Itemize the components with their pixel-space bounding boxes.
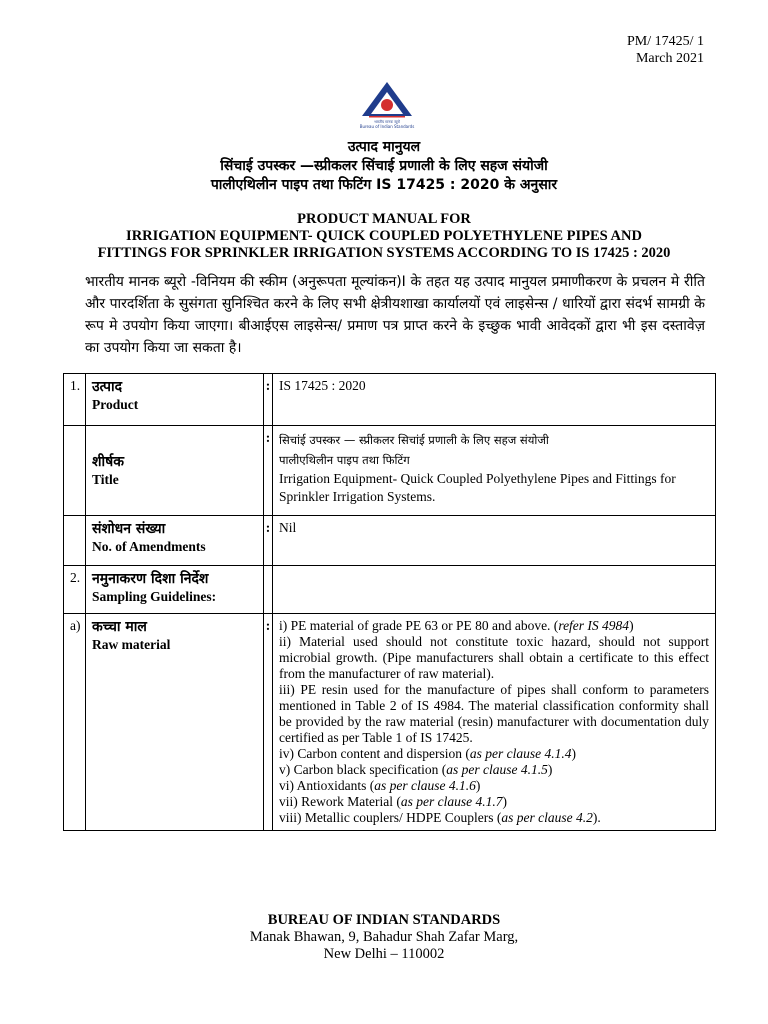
colon: :	[264, 614, 273, 831]
english-title	[0, 211, 768, 262]
colon: :	[264, 426, 273, 516]
list-item: i) PE material of grade PE 63 or PE 80 and above. (refer IS 4984)	[279, 618, 634, 633]
document-reference	[627, 33, 704, 67]
product-manual-table	[63, 373, 716, 831]
hindi-title	[0, 138, 768, 195]
row-value	[273, 426, 716, 516]
english-title-line2: IRRIGATION EQUIPMENT- QUICK COUPLED POLYETHYLENE PIPES AND	[126, 228, 642, 244]
list-item: viii) Metallic couplers/ HDPE Couplers (as per clause 4.2).	[279, 810, 601, 825]
table-row	[64, 374, 716, 426]
value-hindi-line2: पालीएथिलीन पाइप तथा फिटिंग	[279, 453, 410, 467]
list-item: vi) Antioxidants (as per clause 4.1.6)	[279, 778, 481, 793]
table-row	[64, 614, 716, 831]
value-hindi-line1: सिचांई उपस्कर — स्प्रीकलर सिचांई प्रणाली के लिए सहज संयोजी	[279, 433, 549, 447]
label-hindi: उत्पाद	[92, 379, 123, 395]
label-english: Sampling Guidelines:	[92, 589, 217, 604]
row-number	[64, 426, 86, 516]
label-english: Raw material	[92, 637, 171, 652]
bis-logo-icon	[357, 80, 417, 130]
list-item: v) Carbon black specification (as per clause 4.1.5)	[279, 762, 553, 777]
svg-text:भारतीय मानक ब्यूरो: भारतीय मानक ब्यूरो	[374, 120, 400, 124]
label-english: Title	[92, 472, 119, 487]
hindi-title-line1: उत्पाद मानुयल	[347, 139, 421, 155]
label-hindi: कच्चा माल	[92, 619, 147, 635]
logo-caption: Bureau of Indian Standards	[359, 124, 415, 129]
row-label	[86, 516, 264, 566]
footer-address-line1: Manak Bhawan, 9, Bahadur Shah Zafar Marg,	[249, 929, 519, 945]
bis-logo	[357, 80, 417, 130]
row-number: a)	[64, 614, 86, 831]
english-title-line3: FITTINGS FOR SPRINKLER IRRIGATION SYSTEMS ACCORDING TO IS 17425 : 2020	[97, 245, 671, 261]
ref-number: PM/ 17425/ 1	[626, 34, 704, 49]
value-english: Irrigation Equipment- Quick Coupled Polyethylene Pipes and Fittings for Sprinkler Irrigation Systems.	[279, 471, 676, 504]
row-value: Nil	[273, 516, 716, 566]
issue-date: March 2021	[635, 51, 704, 66]
colon: :	[264, 516, 273, 566]
row-label	[86, 566, 264, 614]
row-label	[86, 374, 264, 426]
table-row	[64, 566, 716, 614]
raw-material-list	[273, 614, 716, 831]
label-english: No. of Amendments	[92, 539, 206, 554]
label-hindi: नमुनाकरण दिशा निर्देश	[92, 571, 209, 587]
row-number	[64, 516, 86, 566]
intro-paragraph: भारतीय मानक ब्यूरो -विनियम की स्कीम (अनुरूपता मूल्यांकन)I के तहत यह उत्पाद मानुयल प्रमाणीकरण के प्रचलन मे रीति और पारदर्शिता के सुसंगता सुनिश्चित करने के लिए सभी क्षेत्रीयशाखा कार्यालयों एवं लाइसेन्स / धारियों द्वारा संदर्भ सामग्री के रूप मे उपयोग किया जाएगा। बीआईएस लाइसेन्स/ प्रमाण पत्र प्राप्त करने के इच्छुक भावी आवेदकों द्वारा भी इस दस्तावेज़ का उपयोग किया जा सकता है।	[85, 274, 705, 356]
label-hindi: संशोधन संख्या	[92, 521, 166, 537]
footer	[0, 912, 768, 963]
row-number: 1.	[64, 374, 86, 426]
footer-org: BUREAU OF INDIAN STANDARDS	[267, 912, 501, 928]
table-row	[64, 516, 716, 566]
row-label	[86, 426, 264, 516]
label-hindi: शीर्षक	[92, 454, 124, 470]
row-number: 2.	[64, 566, 86, 614]
colon	[264, 566, 273, 614]
list-item: iii) PE resin used for the manufacture of pipes shall conform to parameters mentioned in Table 2 of IS 4984. The material classification conformity shall be provided by the raw material (resin) manufacturer with documentation duly certified as per Table 1 of IS 17425.	[279, 682, 709, 745]
footer-address-line2: New Delhi – 110002	[323, 946, 445, 962]
label-english: Product	[92, 397, 139, 412]
colon: :	[264, 374, 273, 426]
hindi-title-line2: सिंचाई उपस्कर —स्प्रीकलर सिंचाई प्रणाली के लिए सहज संयोजी	[220, 158, 548, 174]
row-value: IS 17425 : 2020	[273, 374, 716, 426]
english-title-line1: PRODUCT MANUAL FOR	[297, 211, 471, 227]
list-item: ii) Material used should not constitute toxic hazard, should not support microbial growth. (Pipe manufacturers shall obtain a certificate to this effect from the manufacturer of raw material).	[279, 634, 709, 681]
hindi-title-line3: पालीएथिलीन पाइप तथा फिटिंग IS 17425 : 2020 के अनुसार	[210, 177, 558, 193]
row-value	[273, 566, 716, 614]
list-item: vii) Rework Material (as per clause 4.1.7)	[279, 794, 507, 809]
list-item: iv) Carbon content and dispersion (as per clause 4.1.4)	[279, 746, 576, 761]
table-row	[64, 426, 716, 516]
row-label	[86, 614, 264, 831]
